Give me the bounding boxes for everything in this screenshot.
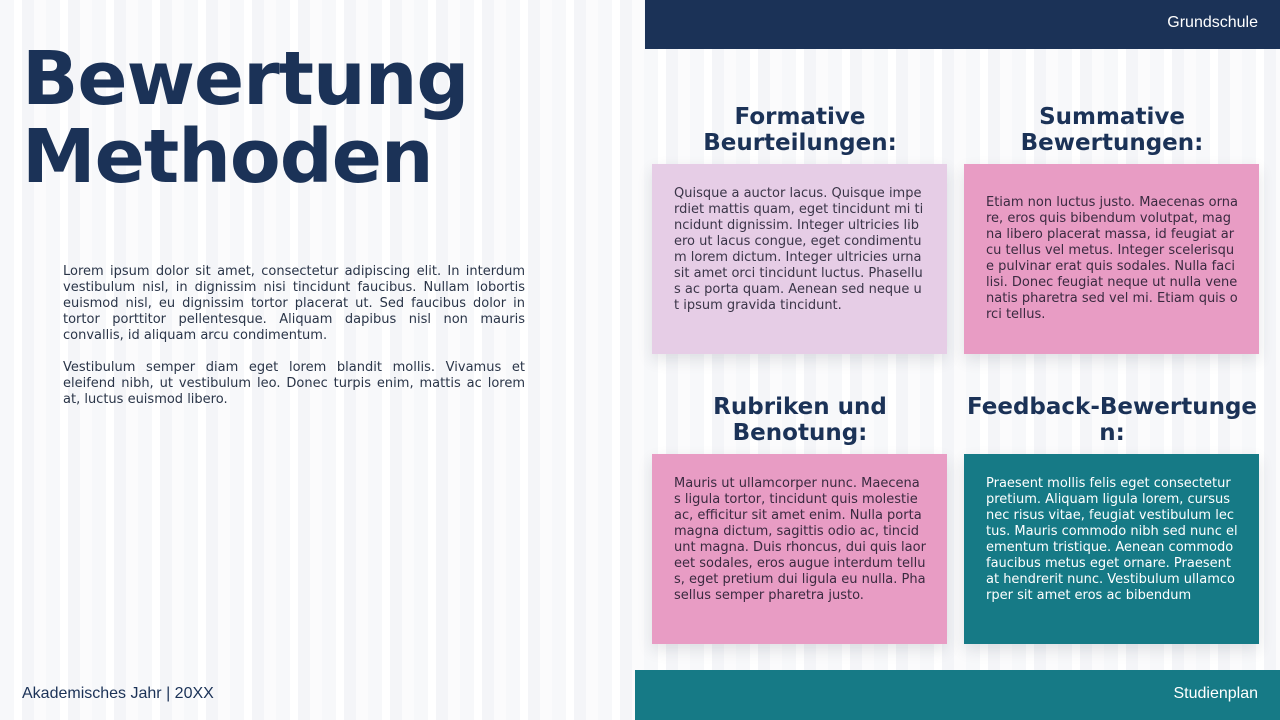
title-line-2: Methoden — [22, 114, 433, 200]
intro-paragraph-2: Vestibulum semper diam eget lorem blandit mollis. Vivamus et eleifend nibh, ut vestibulum leo. Donec turpis enim, mattis ac lorem at, luctus euismod libero. — [63, 360, 525, 407]
formative-card-text: Quisque a auctor lacus. Quisque imperdiet mattis quam, eget tincidunt mi tincidunt dignissim. Integer ultricies libero ut lacus congue, eget condimentum lorem dictum. Integer ultricies urna sit amet orci tincidunt luctus. Phasellus ac porta quam. Aenean sed neque ut ipsum gravida tincidunt. — [674, 186, 924, 313]
page-title — [22, 36, 469, 200]
feedback-heading: Feedback-Bewertungen: — [966, 394, 1258, 446]
feedback-card-text: Praesent mollis felis eget consectetur pretium. Aliquam ligula lorem, cursus nec risus vitae, feugiat vestibulum lectus. Mauris commodo nibh sed nunc elementum tristique. Aenean commodo faucibus metus eget ornare. Praesent at hendrerit nunc. Vestibulum ullamcorper sit amet eros ac bibendum — [986, 476, 1238, 603]
intro-paragraph-1: Lorem ipsum dolor sit amet, consectetur adipiscing elit. In interdum vestibulum nisl, in dignissim nisi tincidunt faucibus. Nullam lobortis euismod nisl, eu dignissim tortor placerat ut. Sed faucibus dolor in tortor porttitor pellentesque. Aliquam dapibus nisl non mauris convallis, id aliquam arcu condimentum. — [63, 264, 525, 343]
footer-label: Studienplan — [1173, 685, 1258, 702]
formative-card — [652, 164, 947, 354]
summative-heading: Summative Bewertungen: — [1020, 104, 1204, 156]
rubrics-heading: Rubriken und Benotung: — [713, 394, 887, 446]
summative-card-text: Etiam non luctus justo. Maecenas ornare, eros quis bibendum volutpat, magna libero placerat massa, id feugiat arcu tellus vel metus. Integer scelerisque pulvinar erat quis sodales. Nulla facilisi. Donec feugiat neque ut nulla venenatis pharetra sed vel mi. Etiam quis orci tellus. — [986, 195, 1238, 322]
title-line-1: Bewertung — [22, 36, 469, 122]
formative-heading: Formative Beurteilungen: — [703, 104, 897, 156]
summative-card — [964, 164, 1259, 354]
intro-text — [63, 264, 525, 424]
footer-academic-year: Akademisches Jahr | 20XX — [22, 685, 214, 702]
feedback-card — [964, 454, 1259, 644]
header-label: Grundschule — [1167, 14, 1258, 31]
rubrics-card-text: Mauris ut ullamcorper nunc. Maecenas ligula tortor, tincidunt quis molestie ac, efficitur sit amet enim. Nulla porta magna dictum, sagittis odio ac, tincidunt magna. Duis rhoncus, dui quis laoreet sodales, eros augue interdum tellus, eget pretium dui ligula eu nulla. Phasellus semper pharetra justo. — [674, 476, 926, 603]
header-bar — [645, 0, 1280, 49]
rubrics-card — [652, 454, 947, 644]
footer-bar — [635, 670, 1280, 720]
